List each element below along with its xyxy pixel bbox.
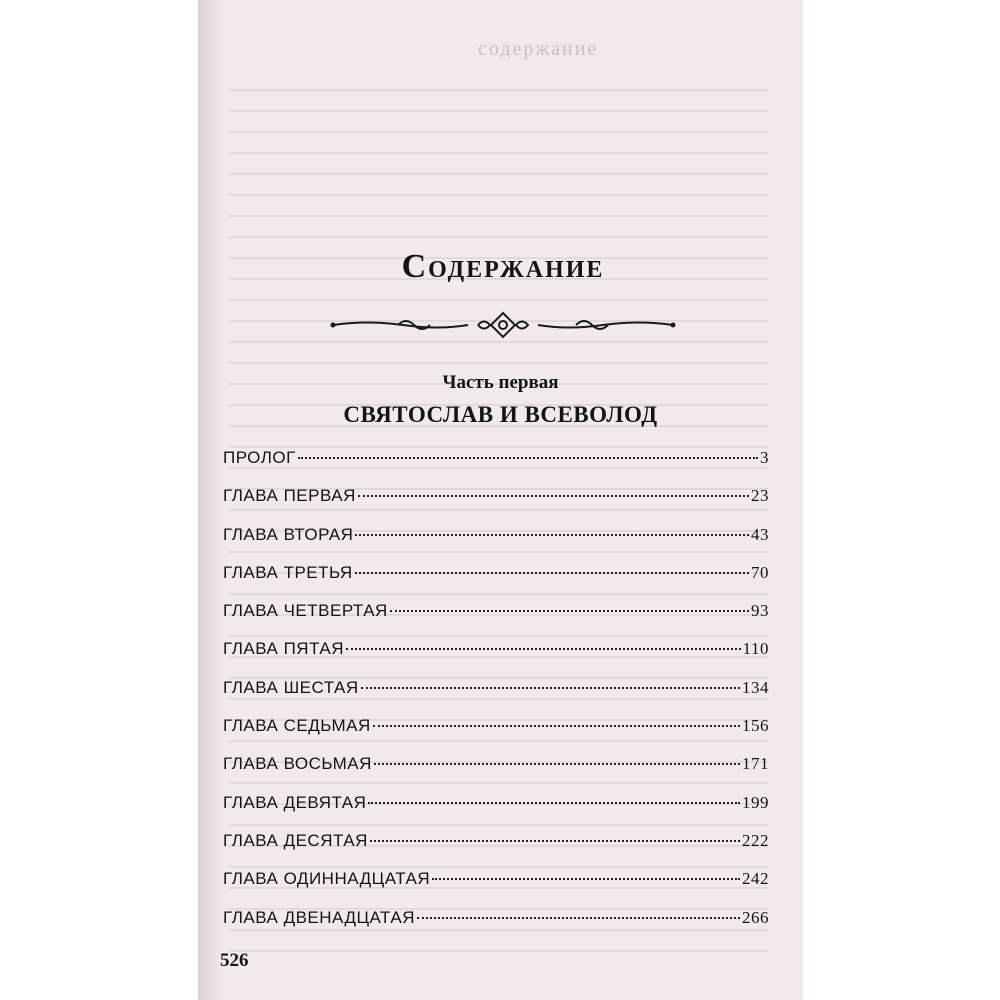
dot-leader [355,572,749,574]
dot-leader [355,534,749,536]
dot-leader [390,610,749,612]
running-head: содержание [478,38,599,60]
part-label: Часть первая [442,372,559,393]
toc-entry-page: 134 [742,677,769,697]
toc-entry-page: 43 [751,524,769,544]
dot-leader [298,457,758,459]
toc-entry-label: ГЛАВА ПЯТАЯ [223,639,345,659]
toc-entry[interactable] [223,678,769,716]
toc-entry-label: ГЛАВА ПЕРВАЯ [223,486,356,506]
toc-entry-label: ГЛАВА ТРЕТЬЯ [223,562,353,582]
toc-entry[interactable] [223,448,769,486]
toc-entry-label: ГЛАВА ВОСЬМАЯ [223,754,372,774]
toc-entry[interactable] [223,716,769,754]
toc-entry-page: 222 [742,830,769,850]
toc-entry-page: 110 [742,639,769,659]
dot-leader [373,725,740,727]
toc-entry[interactable] [223,563,769,601]
toc-entry[interactable] [223,601,769,639]
toc-entry-label: ГЛАВА СЕДЬМАЯ [223,716,371,736]
toc-entry-label: ГЛАВА ДВЕНАДЦАТАЯ [223,907,415,927]
book-page [198,0,803,1000]
dot-leader [374,763,740,765]
dot-leader [417,917,740,919]
toc-entry-page: 3 [760,448,769,467]
toc-entry-label: ГЛАВА ЧЕТВЕРТАЯ [223,601,388,621]
toc-entry[interactable] [223,754,769,792]
toc-entry-page: 93 [751,601,769,621]
toc-entry-label: ГЛАВА ОДИННАДЦАТАЯ [223,869,431,889]
toc-entry-label: ГЛАВА ДЕСЯТАЯ [223,830,368,850]
toc-entry[interactable] [223,525,769,563]
toc-entry-page: 171 [742,754,769,774]
toc-entry[interactable] [223,908,769,946]
toc-entry[interactable] [223,793,769,831]
ornament-divider-icon [328,310,678,340]
toc-entry-label: ГЛАВА ДЕВЯТАЯ [223,792,367,812]
toc-entry[interactable] [223,831,769,869]
page-title: Содержание [401,248,605,285]
toc-entry-page: 266 [742,907,769,927]
toc-entry[interactable] [223,639,769,677]
toc-entry-page: 23 [751,486,769,506]
page-gutter-shadow [198,0,222,1000]
toc-entry-label: ПРОЛОГ [223,448,296,467]
toc-entry-page: 156 [742,716,769,736]
dot-leader [346,648,741,650]
toc-entry[interactable] [223,486,769,524]
toc-entry-page: 199 [742,792,769,812]
toc-entry-page: 242 [742,869,769,889]
toc-entry-label: ГЛАВА ВТОРАЯ [223,524,354,544]
toc-entry[interactable] [223,869,769,907]
part-title: СВЯТОСЛАВ И ВСЕВОЛОД [343,402,658,427]
table-of-contents [223,448,769,946]
page-number: 526 [220,950,249,971]
dot-leader [358,495,749,497]
toc-entry-label: ГЛАВА ШЕСТАЯ [223,677,359,697]
dot-leader [361,687,740,689]
toc-entry-page: 70 [751,562,769,582]
dot-leader [368,802,740,804]
dot-leader [370,840,740,842]
dot-leader [432,878,740,880]
